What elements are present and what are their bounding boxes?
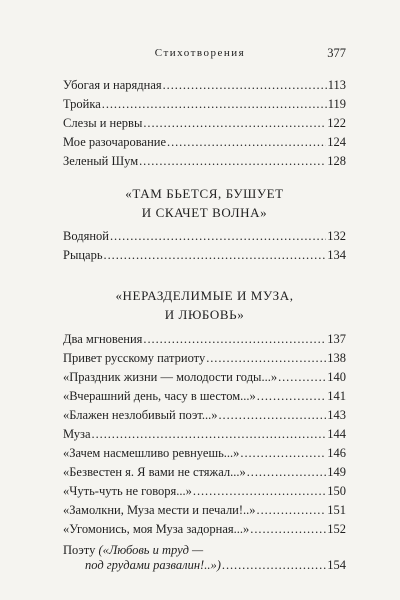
dot-leader: [92, 427, 327, 442]
entry-title-italic: («Любовь и труд —: [98, 543, 204, 557]
dot-leader: [206, 351, 326, 366]
toc-group-2: [63, 225, 346, 263]
toc-entry: [63, 244, 346, 263]
toc-entry: [63, 366, 346, 385]
toc-group-1: [63, 74, 346, 169]
toc-entry: [63, 347, 346, 366]
toc-entry: [63, 499, 346, 518]
entry-title: «Зачем насмешливо ревнуешь...»: [63, 446, 240, 460]
toc-entry: [63, 385, 346, 404]
entry-title: Привет русскому патриоту: [63, 351, 206, 365]
toc-entry: [63, 442, 346, 461]
entry-title: Слезы и нервы: [63, 116, 143, 130]
section-heading-line: И СКАЧЕТ ВОЛНА»: [141, 205, 268, 220]
toc-entry: [63, 74, 346, 93]
entry-title: Водяной: [63, 229, 109, 243]
toc-entry: [63, 518, 346, 537]
entry-title-continuation: под грудами развалин!..»): [85, 558, 221, 572]
dot-leader: [222, 558, 326, 573]
section-heading: [63, 286, 346, 324]
entry-page: 141: [327, 389, 346, 403]
entry-title: [63, 543, 221, 573]
dot-leader: [240, 446, 326, 461]
entry-page: 113: [327, 78, 346, 92]
dot-leader: [110, 229, 326, 244]
dot-leader: [257, 389, 326, 404]
toc-entry: [63, 131, 346, 150]
entry-page: 119: [327, 97, 346, 111]
dot-leader: [143, 116, 326, 131]
entry-title: «Замолкни, Муза мести и печали!..»: [63, 503, 256, 517]
dot-leader: [104, 248, 327, 263]
entry-title: Рыцарь: [63, 248, 103, 262]
entry-page: 138: [327, 351, 346, 365]
entry-page: 154: [327, 558, 346, 572]
entry-page: 151: [327, 503, 346, 517]
running-title: Стихотворения: [154, 47, 246, 59]
entry-page: 128: [327, 154, 346, 168]
entry-title: Убогая и нарядная: [63, 78, 162, 92]
toc-group-3: [63, 328, 346, 573]
entry-title: Мое разочарование: [63, 135, 167, 149]
section-heading-line: «НЕРАЗДЕЛИМЫЕ И МУЗА,: [115, 288, 294, 303]
dot-leader: [143, 332, 326, 347]
entry-title: «Вчерашний день, часу в шестом...»: [63, 389, 256, 403]
page-number: 377: [327, 46, 346, 60]
toc-entry: [63, 423, 346, 442]
toc-entry: [63, 328, 346, 347]
dot-leader: [139, 154, 326, 169]
entry-title: «Блажен незлобивый поэт...»: [63, 408, 218, 422]
entry-title: Два мгновения: [63, 332, 143, 346]
toc-entry: [63, 404, 346, 423]
entry-title: «Угомонись, моя Муза задорная...»: [63, 522, 250, 536]
entry-page: 144: [327, 427, 346, 441]
toc-entry: [63, 150, 346, 169]
toc-entry: [63, 461, 346, 480]
toc-entry: [63, 537, 346, 573]
dot-leader: [247, 465, 327, 480]
section-heading-line: «ТАМ БЬЕТСЯ, БУШУЕТ: [125, 186, 284, 201]
entry-page: 132: [327, 229, 346, 243]
dot-leader: [167, 135, 326, 150]
toc-entry: [63, 112, 346, 131]
entry-title-line: [63, 543, 221, 558]
entry-page: 134: [327, 248, 346, 262]
entry-page: 124: [327, 135, 346, 149]
entry-title: «Безвестен я. Я вами не стяжал...»: [63, 465, 246, 479]
entry-title: Зеленый Шум: [63, 154, 139, 168]
entry-page: 152: [327, 522, 346, 536]
entry-title: «Праздник жизни — молодости годы...»: [63, 370, 278, 384]
toc-entry: [63, 225, 346, 244]
entry-page: 137: [327, 332, 346, 346]
entry-title: Муза: [63, 427, 91, 441]
toc-entry: [63, 93, 346, 112]
entry-page: 143: [327, 408, 346, 422]
entry-page: 140: [327, 370, 346, 384]
toc-entry: [63, 480, 346, 499]
dot-leader: [102, 97, 327, 112]
dot-leader: [278, 370, 326, 385]
entry-page: 146: [327, 446, 346, 460]
entry-page: 149: [327, 465, 346, 479]
entry-title-prefix: Поэту: [63, 543, 99, 557]
entry-page: 122: [327, 116, 346, 130]
dot-leader: [257, 503, 327, 518]
section-heading-line: И ЛЮБОВЬ»: [164, 307, 245, 322]
dot-leader: [163, 78, 327, 93]
entry-page: 150: [327, 484, 346, 498]
dot-leader: [193, 484, 326, 499]
entry-title: Тройка: [63, 97, 101, 111]
entry-title: «Чуть-чуть не говоря...»: [63, 484, 192, 498]
dot-leader: [218, 408, 326, 423]
dot-leader: [250, 522, 326, 537]
section-heading: [63, 184, 346, 222]
